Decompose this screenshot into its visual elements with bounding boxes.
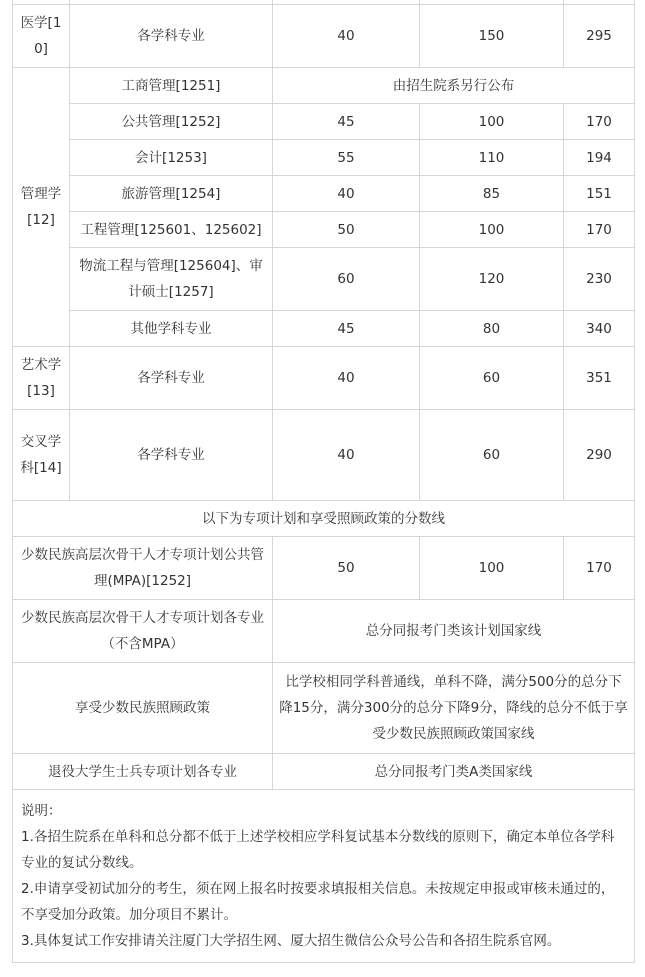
- score-cell: 45: [273, 104, 420, 140]
- note-item: 2.申请享受初试加分的考生，须在网上报名时按要求填报相关信息。未按规定申报或审核未通过的，不享受加分政策。加分项目不累计。: [21, 881, 615, 923]
- plan-label: 退役大学生士兵专项计划各专业: [13, 754, 273, 790]
- total-cell: 170: [564, 537, 635, 600]
- total-cell: 295: [564, 5, 635, 68]
- score-cell: 40: [273, 176, 420, 212]
- note-cell: 由招生院系另行公布: [273, 68, 635, 104]
- major-cell: 其他学科专业: [70, 311, 273, 347]
- total-cell: 151: [564, 176, 635, 212]
- major-cell: 各学科专业: [70, 410, 273, 501]
- table-row: [13, 176, 635, 212]
- score-cell: 60: [420, 347, 564, 410]
- notes-title: 说明：: [21, 803, 62, 819]
- table-row: [13, 311, 635, 347]
- major-cell: 旅游管理[1254]: [70, 176, 273, 212]
- table-row: [13, 600, 635, 663]
- notes-cell: [13, 790, 635, 963]
- category-cell: 医学[10]: [13, 5, 70, 68]
- score-cell: 85: [420, 176, 564, 212]
- score-cell: 40: [273, 5, 420, 68]
- table-row: [13, 140, 635, 176]
- score-cell: 45: [273, 311, 420, 347]
- table-row: [13, 663, 635, 754]
- note-item: 3.具体复试工作安排请关注厦门大学招生网、厦大招生微信公众号公告和各招生院系官网。: [21, 933, 561, 949]
- major-cell: 各学科专业: [70, 347, 273, 410]
- major-cell: 工商管理[1251]: [70, 68, 273, 104]
- score-cell: 80: [420, 311, 564, 347]
- major-cell: 各学科专业: [70, 5, 273, 68]
- total-cell: 194: [564, 140, 635, 176]
- score-table: [12, 0, 635, 963]
- table-row: [13, 754, 635, 790]
- plan-label: 少数民族高层次骨干人才专项计划公共管理(MPA)[1252]: [13, 537, 273, 600]
- table-row: [13, 347, 635, 410]
- table-row: [13, 410, 635, 501]
- total-cell: 170: [564, 212, 635, 248]
- category-cell: 管理学[12]: [13, 68, 70, 347]
- score-cell: 40: [273, 410, 420, 501]
- score-cell: 100: [420, 104, 564, 140]
- note-item: 1.各招生院系在单科和总分都不低于上述学校相应学科复试基本分数线的原则下，确定本单位各学科专业的复试分数线。: [21, 829, 615, 871]
- score-cell: 60: [273, 248, 420, 311]
- score-cell: 55: [273, 140, 420, 176]
- major-cell: 公共管理[1252]: [70, 104, 273, 140]
- table-row: [13, 68, 635, 104]
- score-cell: 50: [273, 537, 420, 600]
- score-cell: 100: [420, 212, 564, 248]
- plan-value: 比学校相同学科普通线，单科不降，满分500分的总分下降15分，满分300分的总分下降9分，降线的总分不低于享受少数民族照顾政策国家线: [273, 663, 635, 754]
- plan-value: 总分同报考门类A类国家线: [273, 754, 635, 790]
- major-cell: 会计[1253]: [70, 140, 273, 176]
- table-row: [13, 537, 635, 600]
- plan-value: 总分同报考门类该计划国家线: [273, 600, 635, 663]
- score-cell: 120: [420, 248, 564, 311]
- score-cell: 40: [273, 347, 420, 410]
- category-cell: 艺术学[13]: [13, 347, 70, 410]
- total-cell: 340: [564, 311, 635, 347]
- total-cell: 351: [564, 347, 635, 410]
- table-row: [13, 5, 635, 68]
- major-cell: 工程管理[125601、125602]: [70, 212, 273, 248]
- score-cell: 100: [420, 537, 564, 600]
- total-cell: 230: [564, 248, 635, 311]
- table-row: [13, 501, 635, 537]
- total-cell: 170: [564, 104, 635, 140]
- table-row: [13, 248, 635, 311]
- score-cell: 60: [420, 410, 564, 501]
- table-row: [13, 104, 635, 140]
- major-cell: 物流工程与管理[125604]、审计硕士[1257]: [70, 248, 273, 311]
- table-row: [13, 790, 635, 963]
- score-cell: 110: [420, 140, 564, 176]
- category-cell: 交叉学科[14]: [13, 410, 70, 501]
- score-cell: 150: [420, 5, 564, 68]
- score-cell: 50: [273, 212, 420, 248]
- plan-label: 少数民族高层次骨干人才专项计划各专业（不含MPA）: [13, 600, 273, 663]
- section-header: 以下为专项计划和享受照顾政策的分数线: [13, 501, 635, 537]
- table-row: [13, 212, 635, 248]
- total-cell: 290: [564, 410, 635, 501]
- plan-label: 享受少数民族照顾政策: [13, 663, 273, 754]
